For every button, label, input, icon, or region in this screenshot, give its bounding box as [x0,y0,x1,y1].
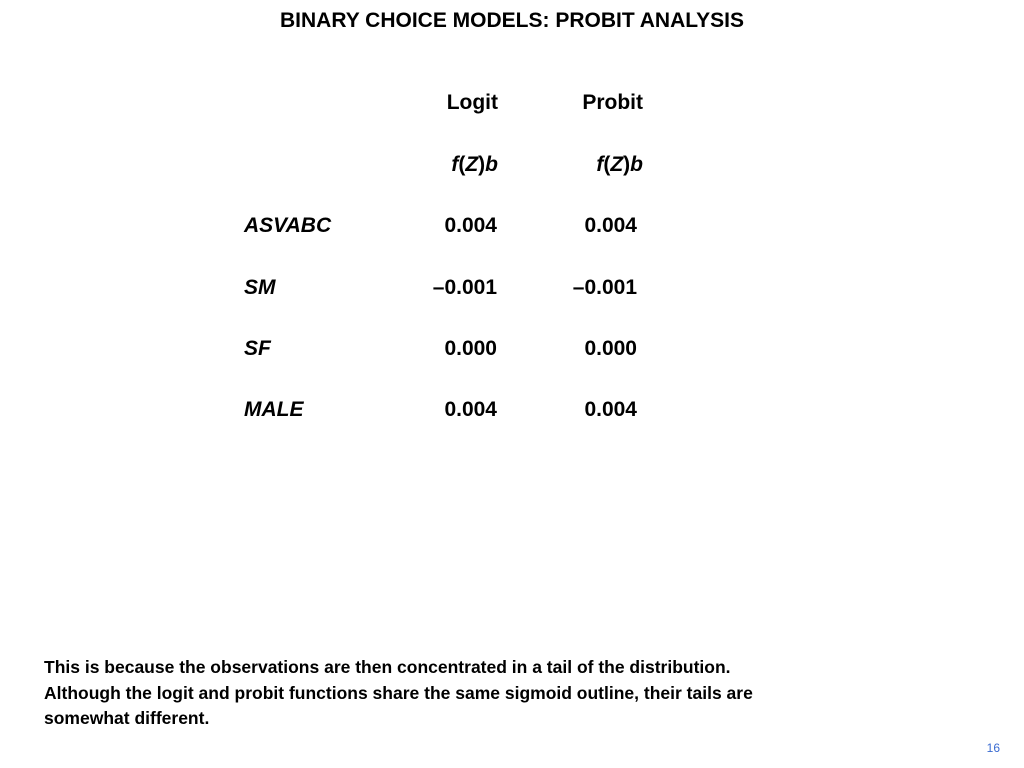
formula-logit [451,153,498,177]
slide-title: BINARY CHOICE MODELS: PROBIT ANALYSIS [280,9,744,32]
value-logit-asvabc: 0.004 [444,214,497,237]
column-header-logit: Logit [446,91,498,114]
caption-line: This is because the observations are then concentrated in a tail of the distribution. [44,657,731,677]
formula-f: f [596,153,604,176]
value-probit-sm: –0.001 [572,276,637,299]
formula-probit [596,153,643,177]
row-label-sm: SM [244,276,276,299]
value-probit-male: 0.004 [584,398,637,421]
row-label-male: MALE [244,398,304,421]
page-number: 16 [986,741,1000,755]
formula-open-paren: ( [603,153,611,176]
value-probit-sf: 0.000 [584,337,637,360]
formula-z: Z [465,153,479,176]
caption-line: somewhat different. [44,708,210,728]
column-header-probit: Probit [582,91,643,114]
formula-close-paren: ) [623,153,631,176]
caption-line: Although the logit and probit functions share the same sigmoid outline, their tails are [44,682,753,703]
row-label-asvabc: ASVABC [244,214,332,237]
formula-z: Z [610,153,624,176]
formula-f: f [451,153,459,176]
formula-open-paren: ( [458,153,466,176]
value-probit-asvabc: 0.004 [584,214,637,237]
value-logit-sm: –0.001 [432,276,497,299]
formula-close-paren: ) [478,153,486,176]
value-logit-male: 0.004 [444,398,497,421]
value-logit-sf: 0.000 [444,337,497,360]
formula-b: b [485,153,498,176]
row-label-sf: SF [244,337,271,360]
formula-b: b [630,153,643,176]
caption-text [44,655,944,732]
